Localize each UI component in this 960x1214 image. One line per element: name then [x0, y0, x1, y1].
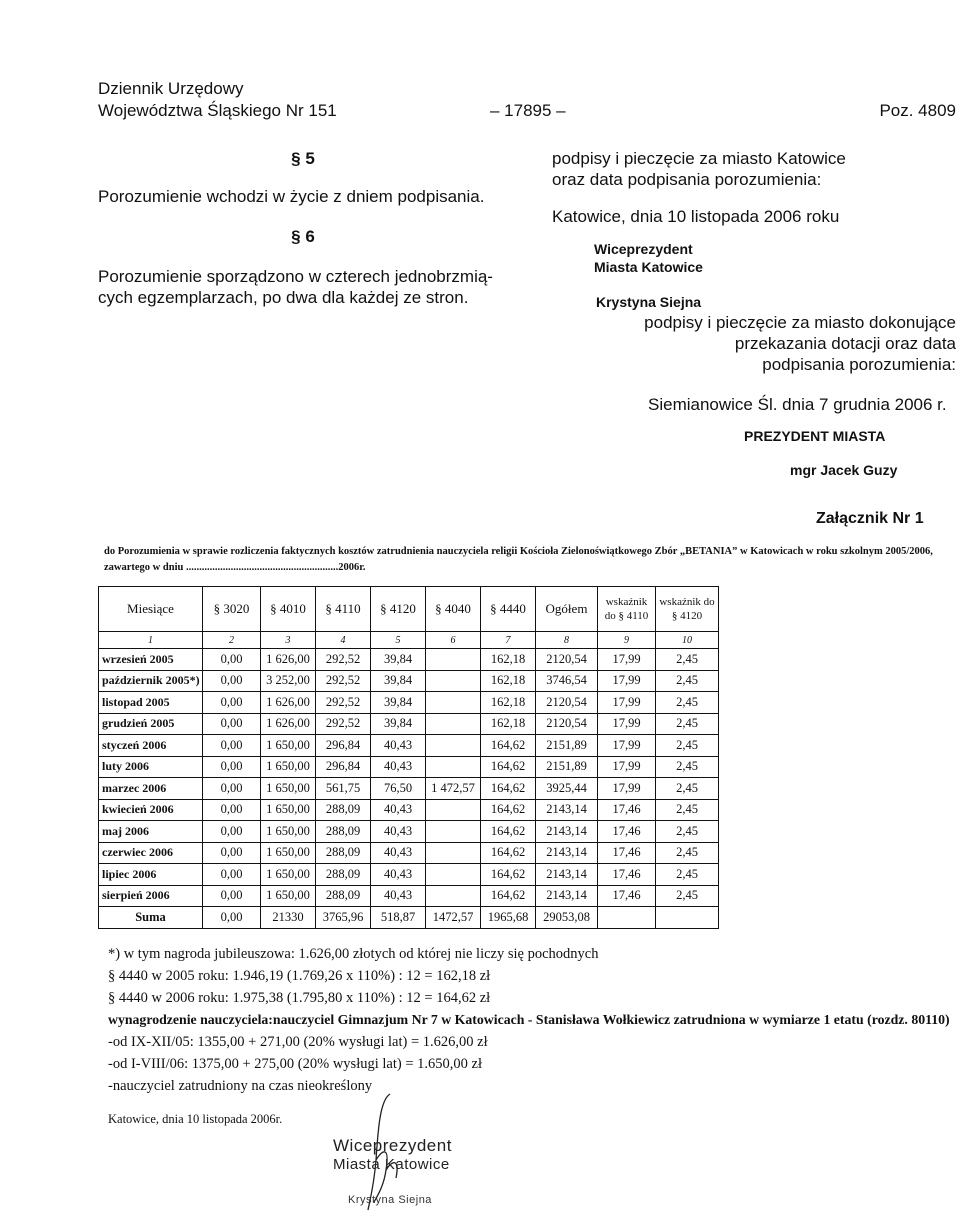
value-cell: 17,99: [598, 778, 656, 800]
table-header-cell: § 4110: [316, 587, 371, 632]
table-header-cell: wskaźnik do § 4110: [598, 587, 656, 632]
signature-1-date: Katowice, dnia 10 listopada 2006 roku: [552, 207, 840, 226]
value-cell: [426, 799, 481, 821]
value-cell: 17,46: [598, 799, 656, 821]
value-cell: 2,45: [656, 713, 719, 735]
sum-value-cell: 21330: [261, 907, 316, 929]
value-cell: 39,84: [371, 670, 426, 692]
signature-1-caption-line2: oraz data podpisania porozumienia:: [552, 170, 822, 189]
month-cell: listopad 2005: [99, 692, 203, 714]
table-row: [99, 864, 719, 886]
month-cell: grudzień 2005: [99, 713, 203, 735]
month-cell: wrzesień 2005: [99, 649, 203, 671]
section-5-title: § 5: [291, 149, 315, 168]
page-number: – 17895 –: [490, 101, 566, 120]
sum-value-cell: 0,00: [203, 907, 261, 929]
value-cell: [426, 670, 481, 692]
table-column-number-row: [99, 632, 719, 649]
signature-2-name: mgr Jacek Guzy: [790, 462, 898, 478]
value-cell: 76,50: [371, 778, 426, 800]
sum-label-cell: Suma: [99, 907, 203, 929]
stamp-line1: Wiceprezydent: [333, 1136, 452, 1155]
table-row: [99, 821, 719, 843]
table-header-cell: Ogółem: [536, 587, 598, 632]
value-cell: 17,46: [598, 821, 656, 843]
signature-2-caption-line3: podpisania porozumienia:: [762, 355, 956, 374]
value-cell: 17,99: [598, 756, 656, 778]
journal-title-line2: Województwa Śląskiego Nr 151: [98, 101, 337, 120]
value-cell: 0,00: [203, 756, 261, 778]
value-cell: 2,45: [656, 735, 719, 757]
table-header-cell: § 3020: [203, 587, 261, 632]
value-cell: 40,43: [371, 885, 426, 907]
value-cell: 2,45: [656, 778, 719, 800]
table-column-number: 2: [203, 632, 261, 649]
value-cell: 288,09: [316, 885, 371, 907]
value-cell: 2143,14: [536, 821, 598, 843]
value-cell: 1 650,00: [261, 842, 316, 864]
value-cell: 1 650,00: [261, 778, 316, 800]
value-cell: 17,46: [598, 885, 656, 907]
stamp-line2: Miasta Katowice: [333, 1156, 450, 1173]
value-cell: 2143,14: [536, 842, 598, 864]
value-cell: 2,45: [656, 670, 719, 692]
value-cell: 162,18: [481, 649, 536, 671]
value-cell: 40,43: [371, 756, 426, 778]
signature-1-title: [594, 240, 703, 276]
place-date: Katowice, dnia 10 listopada 2006r.: [108, 1112, 283, 1126]
value-cell: 2,45: [656, 842, 719, 864]
signature-1-title-line1: Wiceprezydent: [594, 241, 693, 257]
value-cell: 39,84: [371, 692, 426, 714]
sum-value-cell: 1472,57: [426, 907, 481, 929]
attachment-intro-line2: zawartego w dniu ..........................................................2006r.: [104, 562, 366, 573]
signature-2-date: Siemianowice Śl. dnia 7 grudnia 2006 r.: [648, 395, 947, 414]
value-cell: 40,43: [371, 735, 426, 757]
handwritten-signature-icon: [350, 1090, 420, 1214]
value-cell: 288,09: [316, 821, 371, 843]
value-cell: 0,00: [203, 778, 261, 800]
table-row: [99, 713, 719, 735]
section-6-line1: Porozumienie sporządzono w czterech jednobrzmią-: [98, 267, 493, 286]
month-cell: luty 2006: [99, 756, 203, 778]
value-cell: 164,62: [481, 842, 536, 864]
value-cell: 17,46: [598, 842, 656, 864]
value-cell: 288,09: [316, 842, 371, 864]
note-2: § 4440 w 2005 roku: 1.946,19 (1.769,26 x 110%) : 12 = 162,18 zł: [108, 968, 491, 984]
sum-value-cell: 1965,68: [481, 907, 536, 929]
value-cell: 296,84: [316, 756, 371, 778]
signature-2-caption-line1: podpisy i pieczęcie za miasto dokonujące: [644, 313, 956, 332]
table-column-number: 3: [261, 632, 316, 649]
month-cell: kwiecień 2006: [99, 799, 203, 821]
signature-block-2-caption: [560, 312, 956, 375]
value-cell: [426, 821, 481, 843]
value-cell: [426, 735, 481, 757]
table-row: [99, 735, 719, 757]
value-cell: [426, 756, 481, 778]
note-4: wynagrodzenie nauczyciela:nauczyciel Gimnazjum Nr 7 w Katowicach - Stanisława Wołkiewicz zatrudniona w wymiarze 1 etatu (rozdz. 80110): [108, 1012, 950, 1027]
value-cell: 39,84: [371, 713, 426, 735]
value-cell: 288,09: [316, 799, 371, 821]
table-column-number: 5: [371, 632, 426, 649]
value-cell: 1 626,00: [261, 692, 316, 714]
value-cell: [426, 842, 481, 864]
value-cell: 0,00: [203, 842, 261, 864]
value-cell: 162,18: [481, 713, 536, 735]
table-header-cell: wskaźnik do § 4120: [656, 587, 719, 632]
sum-value-cell: 29053,08: [536, 907, 598, 929]
stamp-name: Krystyna Siejna: [348, 1194, 432, 1206]
table-row: [99, 756, 719, 778]
table-sum-row: [99, 907, 719, 929]
value-cell: [426, 649, 481, 671]
table-column-number: 8: [536, 632, 598, 649]
table-row: [99, 842, 719, 864]
value-cell: 0,00: [203, 799, 261, 821]
value-cell: 2,45: [656, 756, 719, 778]
value-cell: 292,52: [316, 670, 371, 692]
value-cell: 1 650,00: [261, 799, 316, 821]
value-cell: 1 650,00: [261, 756, 316, 778]
value-cell: 164,62: [481, 864, 536, 886]
value-cell: 2,45: [656, 692, 719, 714]
value-cell: 1 650,00: [261, 885, 316, 907]
table-row: [99, 649, 719, 671]
value-cell: 1 650,00: [261, 735, 316, 757]
value-cell: 0,00: [203, 713, 261, 735]
table-header-cell: § 4040: [426, 587, 481, 632]
value-cell: 40,43: [371, 864, 426, 886]
value-cell: 17,99: [598, 649, 656, 671]
value-cell: 292,52: [316, 713, 371, 735]
table-row: [99, 799, 719, 821]
section-6-line2: cych egzemplarzach, po dwa dla każdej ze stron.: [98, 288, 469, 307]
value-cell: 0,00: [203, 692, 261, 714]
sum-value-cell: [656, 907, 719, 929]
value-cell: 1 472,57: [426, 778, 481, 800]
value-cell: 164,62: [481, 885, 536, 907]
table-column-number: 9: [598, 632, 656, 649]
value-cell: [426, 692, 481, 714]
value-cell: 164,62: [481, 799, 536, 821]
value-cell: 2143,14: [536, 885, 598, 907]
section-5-text: Porozumienie wchodzi w życie z dniem podpisania.: [98, 187, 485, 206]
value-cell: 296,84: [316, 735, 371, 757]
signature-1-caption-line1: podpisy i pieczęcie za miasto Katowice: [552, 149, 846, 168]
table-row: [99, 692, 719, 714]
value-cell: 2120,54: [536, 649, 598, 671]
signature-block-1-caption: [552, 148, 952, 190]
value-cell: 2143,14: [536, 799, 598, 821]
value-cell: 292,52: [316, 649, 371, 671]
sum-value-cell: 518,87: [371, 907, 426, 929]
journal-title-line1: Dziennik Urzędowy: [98, 79, 244, 98]
note-5: -od IX-XII/05: 1355,00 + 271,00 (20% wysługi lat) = 1.626,00 zł: [108, 1034, 488, 1050]
value-cell: 3 252,00: [261, 670, 316, 692]
value-cell: 0,00: [203, 864, 261, 886]
month-cell: lipiec 2006: [99, 864, 203, 886]
value-cell: 2151,89: [536, 756, 598, 778]
table-body: [99, 649, 719, 929]
table-column-number: 7: [481, 632, 536, 649]
table-column-number: 1: [99, 632, 203, 649]
note-7: -nauczyciel zatrudniony na czas nieokreślony: [108, 1078, 373, 1094]
month-cell: marzec 2006: [99, 778, 203, 800]
value-cell: 2143,14: [536, 864, 598, 886]
note-1: *) w tym nagroda jubileuszowa: 1.626,00 złotych od której nie liczy się pochodnych: [108, 946, 599, 962]
table-header-cell: Miesiące: [99, 587, 203, 632]
table-header-cell: § 4120: [371, 587, 426, 632]
signature-2-title: PREZYDENT MIASTA: [744, 428, 886, 444]
value-cell: 3925,44: [536, 778, 598, 800]
value-cell: 2120,54: [536, 692, 598, 714]
value-cell: 164,62: [481, 821, 536, 843]
value-cell: 561,75: [316, 778, 371, 800]
value-cell: 40,43: [371, 842, 426, 864]
note-6: -od I-VIII/06: 1375,00 + 275,00 (20% wysługi lat) = 1.650,00 zł: [108, 1056, 482, 1072]
value-cell: 164,62: [481, 735, 536, 757]
value-cell: 292,52: [316, 692, 371, 714]
table-row: [99, 778, 719, 800]
value-cell: 0,00: [203, 885, 261, 907]
month-cell: czerwiec 2006: [99, 842, 203, 864]
attachment-intro: [104, 544, 954, 576]
note-3: § 4440 w 2006 roku: 1.975,38 (1.795,80 x 110%) : 12 = 164,62 zł: [108, 990, 491, 1006]
value-cell: 1 650,00: [261, 821, 316, 843]
value-cell: 1 626,00: [261, 713, 316, 735]
table-header-row: [99, 587, 719, 632]
value-cell: 2,45: [656, 821, 719, 843]
signature-2-caption-line2: przekazania dotacji oraz data: [734, 334, 956, 353]
section-6-text: [98, 266, 518, 308]
value-cell: 17,99: [598, 692, 656, 714]
value-cell: [426, 713, 481, 735]
value-cell: 1 626,00: [261, 649, 316, 671]
section-6-title: § 6: [291, 227, 315, 246]
value-cell: 0,00: [203, 735, 261, 757]
table-column-number: 10: [656, 632, 719, 649]
value-cell: 162,18: [481, 670, 536, 692]
value-cell: 164,62: [481, 778, 536, 800]
value-cell: 17,99: [598, 670, 656, 692]
value-cell: 0,00: [203, 649, 261, 671]
value-cell: 17,99: [598, 735, 656, 757]
month-cell: styczeń 2006: [99, 735, 203, 757]
value-cell: 2120,54: [536, 713, 598, 735]
value-cell: 0,00: [203, 670, 261, 692]
value-cell: [426, 885, 481, 907]
attachment-intro-line1: do Porozumienia w sprawie rozliczenia faktycznych kosztów zatrudnienia nauczyciela religii Kościoła Zielonoświątkowego Zbór „BETANIA” w Katowicach w roku szkolnym 2005/2006,: [104, 546, 933, 557]
table-row: [99, 670, 719, 692]
value-cell: 1 650,00: [261, 864, 316, 886]
value-cell: 2,45: [656, 649, 719, 671]
value-cell: 39,84: [371, 649, 426, 671]
value-cell: 2151,89: [536, 735, 598, 757]
signature-1-name: Krystyna Siejna: [596, 294, 702, 310]
value-cell: 0,00: [203, 821, 261, 843]
value-cell: 40,43: [371, 821, 426, 843]
table-header-cell: § 4440: [481, 587, 536, 632]
notes-block: [108, 943, 958, 1097]
value-cell: 2,45: [656, 885, 719, 907]
table-header-cell: § 4010: [261, 587, 316, 632]
table-column-number: 6: [426, 632, 481, 649]
table-row: [99, 885, 719, 907]
value-cell: 3746,54: [536, 670, 598, 692]
attachment-title: Załącznik Nr 1: [816, 510, 924, 527]
journal-title: [98, 78, 337, 122]
month-cell: październik 2005*): [99, 670, 203, 692]
value-cell: 2,45: [656, 864, 719, 886]
month-cell: maj 2006: [99, 821, 203, 843]
value-cell: 17,46: [598, 864, 656, 886]
value-cell: 164,62: [481, 756, 536, 778]
value-cell: [426, 864, 481, 886]
signature-1-title-line2: Miasta Katowice: [594, 259, 703, 275]
value-cell: 288,09: [316, 864, 371, 886]
position-number: Poz. 4809: [879, 101, 956, 120]
sum-value-cell: [598, 907, 656, 929]
value-cell: 162,18: [481, 692, 536, 714]
value-cell: 17,99: [598, 713, 656, 735]
cost-table: [98, 586, 719, 929]
table-column-number: 4: [316, 632, 371, 649]
value-cell: 40,43: [371, 799, 426, 821]
month-cell: sierpień 2006: [99, 885, 203, 907]
sum-value-cell: 3765,96: [316, 907, 371, 929]
value-cell: 2,45: [656, 799, 719, 821]
